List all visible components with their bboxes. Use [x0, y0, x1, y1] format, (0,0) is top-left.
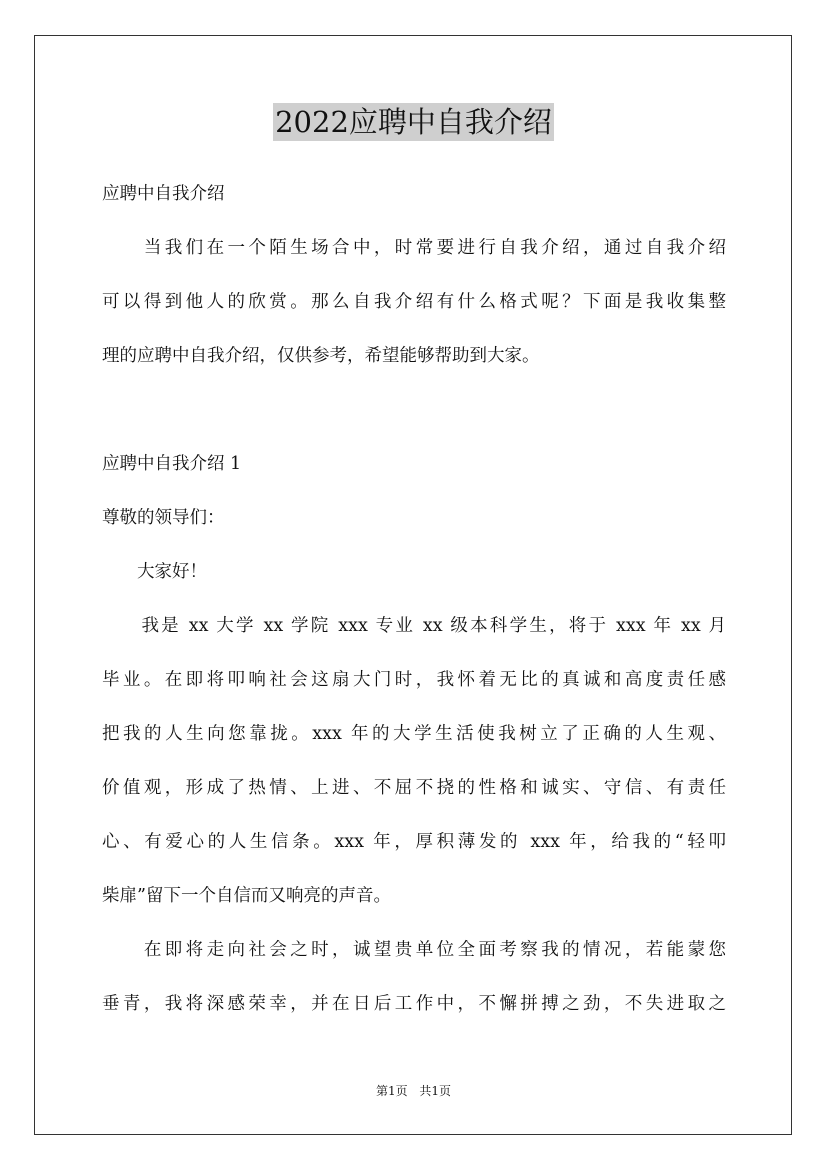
- body-line: 理的应聘中自我介绍，仅供参考，希望能够帮助到大家。: [102, 346, 540, 366]
- greeting: 大家好！: [102, 562, 207, 582]
- page-number: 第1页: [375, 1084, 408, 1098]
- section-heading: 应聘中自我介绍 1: [102, 454, 242, 474]
- body-line: 垂青，我将深感荣幸，并在日后工作中，不懈拼搏之劲，不失进取之: [102, 994, 726, 1014]
- body-line: 把我的人生向您靠拢。xxx 年的大学生活使我树立了正确的人生观、: [102, 724, 726, 744]
- body-line: 毕业。在即将叩响社会这扇大门时，我怀着无比的真诚和高度责任感: [102, 670, 726, 690]
- body-line: 在即将走向社会之时，诚望贵单位全面考察我的情况，若能蒙您: [102, 940, 726, 960]
- body-line: 当我们在一个陌生场合中，时常要进行自我介绍，通过自我介绍: [102, 238, 726, 258]
- document-title: 2022应聘中自我介绍: [275, 105, 552, 139]
- section-heading: 应聘中自我介绍: [102, 184, 225, 204]
- page-footer: [0, 1083, 827, 1099]
- body-line: 我是 xx 大学 xx 学院 xxx 专业 xx 级本科学生，将于 xxx 年 xx 月: [102, 616, 726, 636]
- page-total: 共1页: [419, 1084, 452, 1098]
- title-area: [0, 103, 827, 141]
- salutation: 尊敬的领导们：: [102, 508, 225, 528]
- body-line: 心、有爱心的人生信条。xxx 年，厚积薄发的 xxx 年，给我的“轻叩: [102, 832, 726, 852]
- body-line: 价值观，形成了热情、上进、不屈不挠的性格和诚实、守信、有责任: [102, 778, 726, 798]
- body-line: 可以得到他人的欣赏。那么自我介绍有什么格式呢？下面是我收集整: [102, 292, 726, 312]
- body-line: 柴扉”留下一个自信而又响亮的声音。: [102, 886, 391, 906]
